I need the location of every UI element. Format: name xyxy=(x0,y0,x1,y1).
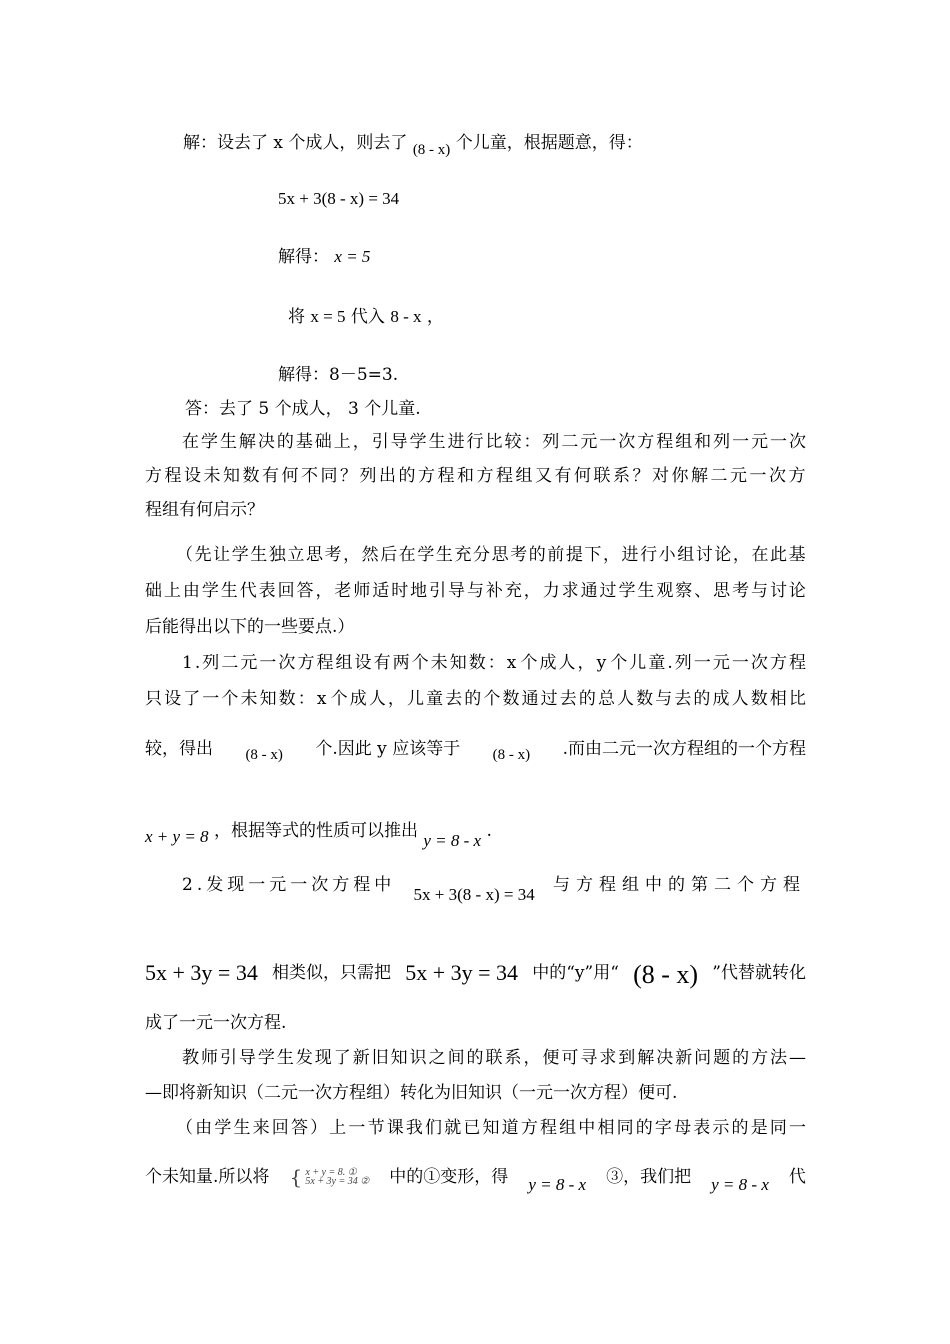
point1-line-2: 只 设 了 一 个 未 知 数 ： x 个 成 人 ， 儿 童 去 的 个 数 通 过 去 的 总 人 数 与 去 的 成 人 数 相 比 xyxy=(145,689,806,709)
math-point2-equation: 5x + 3(8 - x) = 34 xyxy=(413,885,535,904)
para-compare-line-3: 程组有何启示？ xyxy=(145,500,264,520)
point1-line-4 xyxy=(145,820,492,850)
para-compare-line-2: 方 程 设 未 知 数 有 何 不 同 ？ 列 出 的 方 程 和 方 程 组 又 有 何 联 系 ？ 对 你 解 二 元 一 次 方 xyxy=(145,466,806,486)
para-teacher-line-2: —即将新知识（二元一次方程组）转化为旧知识（一元一次方程）便可. xyxy=(145,1083,678,1103)
point1-line-4-b: ，根据等式的性质可以推出 xyxy=(213,821,418,841)
point1-period: . xyxy=(486,821,492,841)
point2-line-3: 成了一元一次方程. xyxy=(145,1013,287,1033)
point1-line-3-b: 个.因此 y 应该等于 xyxy=(315,739,461,759)
point1-line-3-c: .而由二元一次方程组的一个方程 xyxy=(562,739,806,759)
para-note-line-1: （ 先 让 学 生 独 立 思 考 ， 然 后 在 学 生 充 分 思 考 的 前 提 下 ， 进 行 小 组 讨 论 ， 在 此 基 xyxy=(176,545,806,565)
solve-result: 解得：8－5=3. xyxy=(278,365,399,385)
para-student-line-2-c: ③，我们把 xyxy=(606,1167,692,1187)
math-y-eq-8-minus-x-b: y = 8 - x xyxy=(711,1175,769,1194)
para-student-line-2-a: 个未知量.所以将 xyxy=(145,1167,270,1187)
substitute-label-b: 代入 xyxy=(350,307,385,327)
system-row-2: 5x + 3y = 34 ② xyxy=(305,1176,370,1187)
substitute-label-a: 将 xyxy=(288,307,305,327)
point2-line-2-c: ”代替就转化 xyxy=(712,963,806,983)
point1-line-1: 1 . 列 二 元 一 次 方 程 组 设 有 两 个 未 知 数 ： x 个 成 人 ， y 个 儿 童 . 列 一 元 一 次 方 程 xyxy=(182,653,806,673)
para-student-line-2 xyxy=(145,1165,806,1194)
math-x-equals-5-inline: x = 5 xyxy=(310,307,346,326)
point1-line-3 xyxy=(145,738,806,763)
solve-line-1 xyxy=(278,246,370,268)
para-student-line-2-b: 中的①变形，得 xyxy=(389,1167,509,1187)
math-y-eq-8-minus-x-a: y = 8 - x xyxy=(528,1175,587,1194)
point2-line-2 xyxy=(145,958,806,988)
equation-main: 5x + 3(8 - x) = 34 xyxy=(278,189,400,208)
para-student-line-1: （ 由 学 生 来 回 答 ） 上 一 节 课 我 们 就 已 知 道 方 程 组 中 相 同 的 字 母 表 示 的 是 同 一 xyxy=(176,1118,806,1138)
solve-label: 解得： xyxy=(278,247,329,267)
equation-system xyxy=(289,1165,370,1190)
math-8-minus-x-p1b: (8 - x) xyxy=(492,747,531,763)
substitute-comma: ， xyxy=(426,307,444,327)
point2-line-1-a: 2.发现一元一次方程中 xyxy=(182,875,396,895)
point2-line-2-a: 相类似，只需把 xyxy=(272,963,392,983)
math-8-minus-x: (8 - x) xyxy=(412,142,451,158)
math-x-plus-y-eq-8: x + y = 8 xyxy=(145,827,209,846)
solution-intro-text-b: 个儿童，根据题意，得： xyxy=(455,133,643,153)
point2-line-1-b: 与方程组中的第二个方程 xyxy=(553,875,806,895)
para-teacher-line-1: 教 师 引 导 学 生 发 现 了 新 旧 知 识 之 间 的 联 系 ， 便 可 寻 求 到 解 决 新 问 题 的 方 法 — xyxy=(182,1048,806,1068)
point2-line-2-b: 中的“y”用“ xyxy=(532,963,619,983)
brace-icon: { xyxy=(289,1165,303,1189)
math-5x-plus-3y-eq-34-a: 5x + 3y = 34 xyxy=(145,960,258,985)
answer-line: 答：去了 5 个成人， 3 个儿童. xyxy=(185,399,421,419)
point2-line-1 xyxy=(182,874,806,904)
para-note-line-2: 础 上 由 学 生 代 表 回 答 ， 老 师 适 时 地 引 导 与 补 充 ， 力 求 通 过 学 生 观 察 、 思 考 与 讨 论 xyxy=(145,581,806,601)
math-5x-plus-3y-eq-34-b: 5x + 3y = 34 xyxy=(405,960,519,985)
math-8-minus-x-p1a: (8 - x) xyxy=(245,747,283,763)
substitute-line xyxy=(288,306,444,328)
para-note-line-3: 后能得出以下的一些要点.） xyxy=(145,617,355,637)
math-8-minus-x-large: (8 - x) xyxy=(633,960,699,989)
math-x-equals-5: x = 5 xyxy=(334,247,371,266)
solution-intro xyxy=(183,132,643,158)
para-student-line-2-d: 代 xyxy=(788,1167,806,1187)
solution-intro-text-a: 解：设去了 x 个成人，则去了 xyxy=(183,133,408,153)
system-row-1: x + y = 8. ① xyxy=(305,1167,357,1178)
point1-line-3-a: 较，得出 xyxy=(145,739,213,759)
math-8-minus-x-plain: 8 - x xyxy=(390,307,422,326)
para-compare-line-1: 在 学 生 解 决 的 基 础 上 ， 引 导 学 生 进 行 比 较 ： 列 二 元 一 次 方 程 组 和 列 一 元 一 次 xyxy=(182,432,806,452)
math-y-eq-8-minus-x: y = 8 - x xyxy=(423,831,482,850)
